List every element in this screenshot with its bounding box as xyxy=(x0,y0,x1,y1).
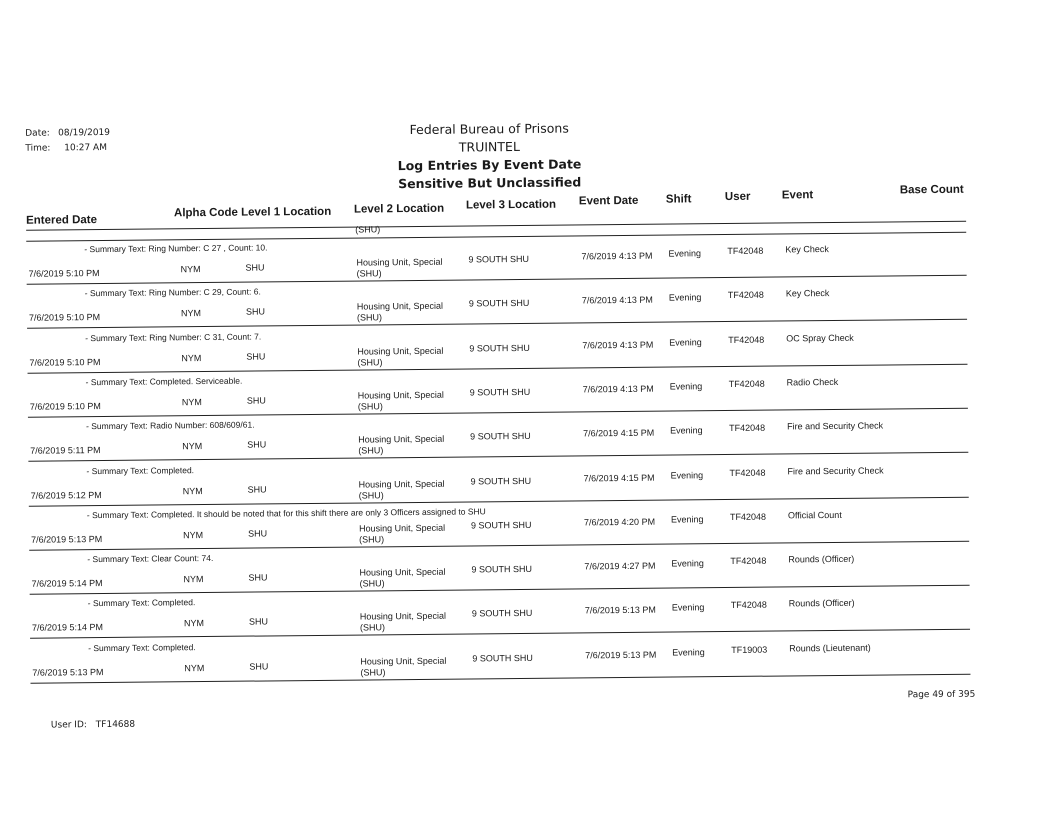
event: OC Spray Check xyxy=(786,332,854,344)
user: TF42048 xyxy=(730,600,767,611)
user-id-value: TF14688 xyxy=(95,719,136,731)
alpha-code: NYM xyxy=(184,662,205,673)
summary-text: - Summary Text: Clear Count: 74. xyxy=(87,553,214,565)
event: Rounds (Lieutenant) xyxy=(789,642,871,654)
level3-location: 9 SOUTH SHU xyxy=(470,431,531,442)
row-rule xyxy=(30,585,970,595)
level3-location: 9 SOUTH SHU xyxy=(471,608,533,619)
user: TF42048 xyxy=(727,289,764,301)
shift: Evening xyxy=(669,381,703,392)
level1-location: SHU xyxy=(245,306,266,317)
entered-date: 7/6/2019 5:13 PM xyxy=(32,666,104,678)
user: TF42048 xyxy=(729,511,767,522)
shift: Evening xyxy=(670,469,704,481)
level3-location: 9 SOUTH SHU xyxy=(469,342,530,354)
level2-location: Housing Unit, Special xyxy=(360,655,447,667)
event-date: 7/6/2019 4:15 PM xyxy=(583,427,655,439)
event-date: 7/6/2019 4:20 PM xyxy=(583,516,656,528)
level3-location: 9 SOUTH SHU xyxy=(469,386,531,398)
user-id xyxy=(51,720,135,731)
row-rule xyxy=(29,540,969,550)
level1-location: SHU xyxy=(246,351,266,362)
col-event: Event xyxy=(781,189,814,202)
entered-date: 7/6/2019 5:11 PM xyxy=(30,445,101,456)
header-rule xyxy=(26,221,966,231)
alpha-code: NYM xyxy=(181,352,202,363)
time-label: Time: xyxy=(25,143,51,154)
time-value: 10:27 AM xyxy=(64,142,108,154)
level1-location: SHU xyxy=(247,439,267,450)
entered-date: 7/6/2019 5:14 PM xyxy=(31,578,103,589)
report-time xyxy=(25,143,107,154)
report-title xyxy=(369,119,610,193)
shift: Evening xyxy=(668,248,701,259)
col-shift: Shift xyxy=(665,193,692,206)
shift: Evening xyxy=(668,292,702,303)
summary-text: - Summary Text: Ring Number: C 29, Count: 6. xyxy=(84,286,261,299)
alpha-code: NYM xyxy=(182,441,203,452)
row-rule xyxy=(28,363,968,373)
level2-location: Housing Unit, Special xyxy=(358,433,445,445)
row-rule xyxy=(26,232,966,242)
shift: Evening xyxy=(671,558,704,569)
alpha-code: NYM xyxy=(180,264,201,275)
shift: Evening xyxy=(669,336,702,348)
entered-date: 7/6/2019 5:10 PM xyxy=(29,400,101,412)
level3-location: 9 SOUTH SHU xyxy=(472,652,533,664)
alpha-code: NYM xyxy=(182,485,203,496)
level3-location: 9 SOUTH SHU xyxy=(468,253,530,265)
event-date: 7/6/2019 4:13 PM xyxy=(581,250,653,262)
alpha-code: NYM xyxy=(183,529,204,541)
event: Fire and Security Check xyxy=(787,465,884,476)
row-rule xyxy=(30,629,970,639)
summary-text: - Summary Text: Ring Number: C 27 , Count: 10. xyxy=(84,242,268,255)
alpha-code: NYM xyxy=(181,396,202,408)
level2-location-cont: (SHU) xyxy=(359,622,386,633)
level2-location: Housing Unit, Special xyxy=(358,522,446,534)
event-date: 7/6/2019 4:13 PM xyxy=(582,383,654,395)
level1-location: SHU xyxy=(249,661,269,672)
level3-location: 9 SOUTH SHU xyxy=(470,519,532,531)
event-date: 7/6/2019 5:13 PM xyxy=(584,605,656,616)
summary-text: - Summary Text: Radio Number: 608/609/61. xyxy=(85,419,255,432)
level2-location-cont: (SHU) xyxy=(360,666,386,678)
level1-location: SHU xyxy=(248,616,268,628)
level1-location: SHU xyxy=(248,572,268,583)
level2-location-cont: (SHU) xyxy=(359,534,385,545)
entered-date: 7/6/2019 5:10 PM xyxy=(28,312,101,324)
agency-name: Federal Bureau of Prisons xyxy=(409,120,569,138)
event: Official Count xyxy=(787,509,842,521)
event-date: 7/6/2019 4:13 PM xyxy=(582,339,654,350)
col-level2: Level 2 Location xyxy=(353,202,445,216)
level2-location: Housing Unit, Special xyxy=(358,478,445,490)
level2-location: Housing Unit, Special xyxy=(356,301,443,312)
row-rule xyxy=(28,408,968,418)
level2-location: Housing Unit, Special xyxy=(359,611,446,622)
entered-date: 7/6/2019 5:12 PM xyxy=(30,489,102,501)
event: Rounds (Officer) xyxy=(788,553,855,565)
user: TF42048 xyxy=(727,245,764,257)
col-event-date: Event Date xyxy=(578,194,639,208)
event: Key Check xyxy=(785,288,830,299)
level2-location-cont: (SHU) xyxy=(356,312,383,323)
level2-location: Housing Unit, Special xyxy=(357,389,444,401)
alpha-code: NYM xyxy=(183,574,204,585)
summary-text: - Summary Text: Completed. xyxy=(86,464,195,476)
col-base-count: Base Count xyxy=(899,183,964,197)
entered-date: 7/6/2019 5:10 PM xyxy=(28,268,100,279)
event: Key Check xyxy=(785,244,829,255)
summary-text: - Summary Text: Completed. xyxy=(88,641,196,653)
user: TF19003 xyxy=(731,644,768,655)
level1-location: SHU xyxy=(245,262,265,273)
summary-text: - Summary Text: Ring Number: C 31, Count: 7. xyxy=(85,331,262,343)
summary-text: - Summary Text: Completed. xyxy=(87,597,196,609)
page-number: Page 49 of 395 xyxy=(907,689,976,701)
shift: Evening xyxy=(671,602,705,613)
event: Rounds (Officer) xyxy=(788,598,855,609)
alpha-code: NYM xyxy=(183,618,204,629)
row-rule xyxy=(29,496,969,506)
user: TF42048 xyxy=(728,378,765,389)
entered-date: 7/6/2019 5:13 PM xyxy=(31,533,103,545)
alpha-code: NYM xyxy=(180,308,202,319)
level3-location: 9 SOUTH SHU xyxy=(471,563,532,575)
shift: Evening xyxy=(670,514,704,525)
level2-location: Housing Unit, Special xyxy=(356,256,443,268)
col-level3: Level 3 Location xyxy=(465,198,557,212)
summary-text: - Summary Text: Completed. It should be noted that for this shift there are only 3 Officers assigned to SHU xyxy=(86,506,486,520)
shift: Evening xyxy=(672,646,705,658)
event: Radio Check xyxy=(786,376,839,388)
level2-location-cont: (SHU) xyxy=(359,578,385,589)
level1-location: SHU xyxy=(246,395,266,406)
col-user: User xyxy=(724,190,751,204)
level2-location-cont: (SHU) xyxy=(356,268,382,279)
report-date xyxy=(25,128,110,139)
user: TF42048 xyxy=(729,467,766,478)
col-entered-date: Entered Date xyxy=(26,214,98,227)
level2-location-cont: (SHU) xyxy=(357,401,383,412)
shift: Evening xyxy=(670,425,703,436)
event-date: 7/6/2019 4:27 PM xyxy=(584,560,656,572)
level3-location: 9 SOUTH SHU xyxy=(470,475,532,486)
report-name: Log Entries By Event Date xyxy=(397,156,582,174)
classification: Sensitive But Unclassified xyxy=(398,174,582,192)
level1-location: SHU xyxy=(247,483,267,495)
event-date: 7/6/2019 5:13 PM xyxy=(585,649,657,661)
carryover-text: (SHU) xyxy=(355,224,381,235)
level1-location: SHU xyxy=(248,528,268,539)
row-rule xyxy=(27,275,967,285)
system-name: TRUINTEL xyxy=(458,138,520,155)
user: TF42048 xyxy=(730,555,767,567)
entered-date: 7/6/2019 5:14 PM xyxy=(31,622,104,634)
date-value: 08/19/2019 xyxy=(58,127,111,139)
user: TF42048 xyxy=(729,422,766,434)
level2-location: Housing Unit, Special xyxy=(357,345,444,357)
user-id-label: User ID: xyxy=(50,720,87,731)
level2-location: Housing Unit, Special xyxy=(359,566,446,578)
summary-text: - Summary Text: Completed. Serviceable. xyxy=(85,375,243,388)
level3-location: 9 SOUTH SHU xyxy=(468,298,530,309)
level2-location-cont: (SHU) xyxy=(358,489,384,501)
date-label: Date: xyxy=(25,128,50,139)
level2-location-cont: (SHU) xyxy=(358,445,384,456)
event-date: 7/6/2019 4:15 PM xyxy=(583,472,655,483)
row-rule xyxy=(27,319,967,329)
user: TF42048 xyxy=(728,334,765,345)
row-rule xyxy=(30,673,970,683)
entered-date: 7/6/2019 5:10 PM xyxy=(29,356,101,368)
col-alpha-level1: Alpha Code Level 1 Location xyxy=(173,205,332,220)
row-rule xyxy=(28,452,968,462)
event: Fire and Security Check xyxy=(787,420,884,432)
event-date: 7/6/2019 4:13 PM xyxy=(581,295,653,306)
level2-location-cont: (SHU) xyxy=(357,356,383,368)
